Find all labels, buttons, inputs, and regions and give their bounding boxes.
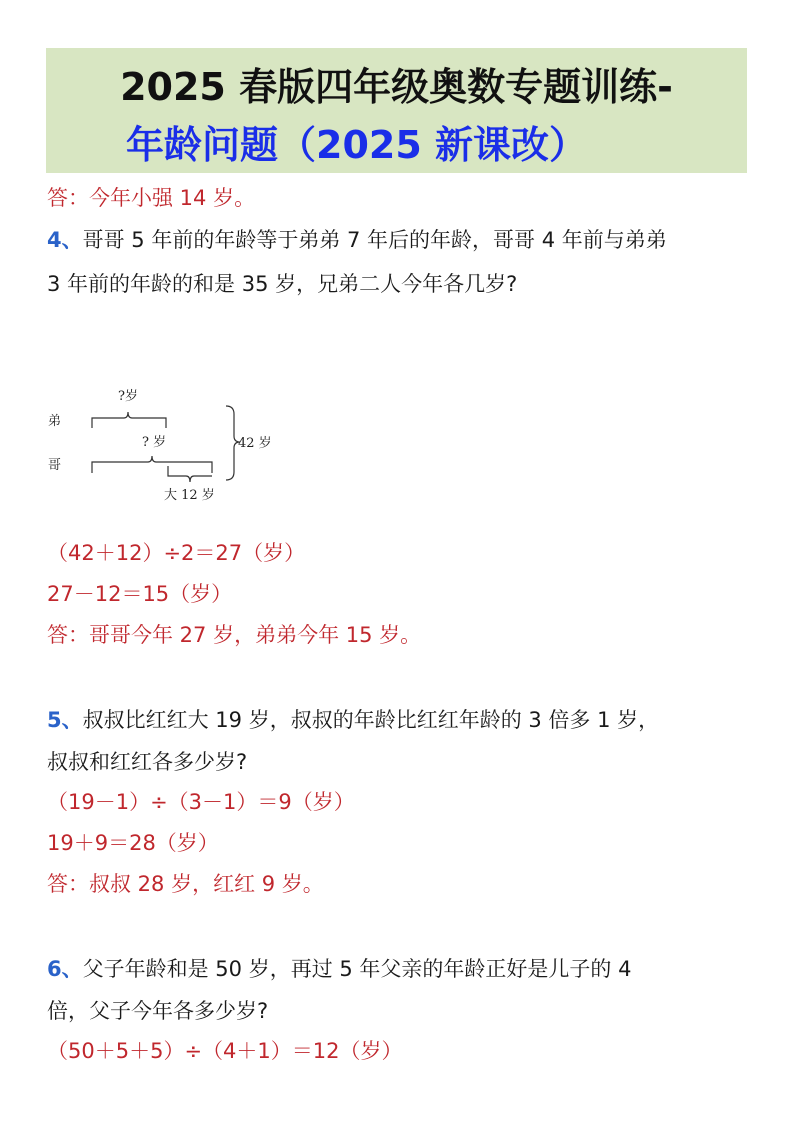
diagram-label-younger: 弟: [48, 414, 62, 429]
diagram-older-age: ? 岁: [142, 435, 167, 450]
q5-text-line1: [47, 704, 659, 734]
q4-text-line2: 3 年前的年龄的和是 35 岁，兄弟二人今年各几岁?: [47, 272, 518, 296]
previous-answer: 答：今年小强 14 岁。: [47, 186, 256, 210]
diagram-total: 42 岁: [238, 436, 272, 451]
younger-bar: [92, 412, 166, 428]
q5-text-line2: 叔叔和红红各多少岁?: [47, 750, 248, 774]
q4-text-line1-content: 哥哥 5 年前的年龄等于弟弟 7 年后的年龄，哥哥 4 年前与弟弟: [82, 228, 667, 252]
q6-text-line1-content: 父子年龄和是 50 岁，再过 5 年父亲的年龄正好是儿子的 4: [82, 957, 632, 981]
q4-answer: 答：哥哥今年 27 岁，弟弟今年 15 岁。: [47, 623, 422, 647]
q4-step1: （42＋12）÷2＝27（岁）: [47, 541, 306, 565]
q5-step2: 19＋9＝28（岁）: [47, 831, 219, 855]
q5-number: 5、: [47, 708, 83, 732]
q5-step1: （19－1）÷（3－1）＝9（岁）: [47, 790, 355, 814]
title-banner: [46, 48, 747, 173]
q4-step2: 27－12＝15（岁）: [47, 582, 233, 606]
diagram-label-older: 哥: [48, 458, 62, 473]
q4-number: 4、: [47, 228, 83, 252]
q5-answer: 答：叔叔 28 岁，红红 9 岁。: [47, 872, 324, 896]
q6-number: 6、: [47, 957, 83, 981]
q6-text-line2: 倍，父子今年各多少岁?: [47, 999, 269, 1023]
diagram-diff: 大 12 岁: [164, 488, 215, 503]
q6-step1: （50＋5＋5）÷（4＋1）＝12（岁）: [47, 1039, 403, 1063]
diff-brace: [168, 466, 212, 482]
page-title: 2025 春版四年级奥数专题训练-: [120, 65, 673, 109]
q4-text-line1: [47, 224, 667, 254]
age-diagram: [44, 380, 304, 510]
page-subtitle: 年龄问题（2025 新课改）: [126, 123, 587, 167]
diagram-younger-age: ?岁: [118, 389, 138, 404]
q6-text-line1: [47, 953, 631, 983]
older-bar: [92, 456, 212, 473]
q5-text-line1-content: 叔叔比红红大 19 岁，叔叔的年龄比红红年龄的 3 倍多 1 岁，: [82, 708, 660, 732]
